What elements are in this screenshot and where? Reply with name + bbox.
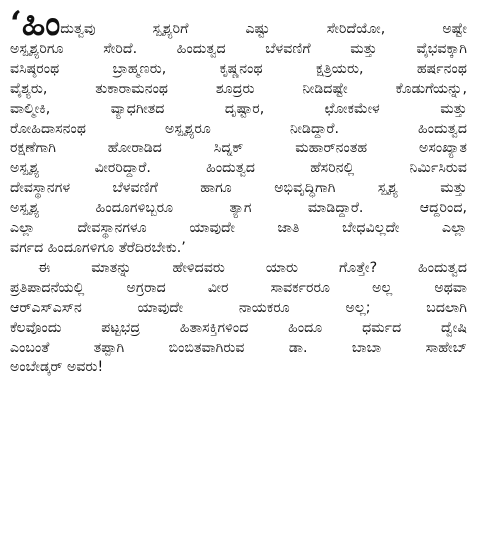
text-line: ಎಲ್ಲಾ ದೇವಸ್ಥಾನಗಳೂ ಯಾವುದೇ ಜಾತಿ ಬೇಧವಿಲ್ಲದೇ ಎಲ್ಲಾ <box>10 220 467 237</box>
text-line: ಅಂಬೇಡ್ಕರ್ ಅವರು! <box>10 359 104 376</box>
text-line: ವರ್ಗದ ಹಿಂದೂಗಳಿಗೂ ತೆರೆದಿರಬೇಕು.’ <box>10 239 186 256</box>
text-line <box>10 4 467 44</box>
text-line: ಪ್ರತಿಪಾದನೆಯಲ್ಲಿ ಅಗ್ರರಾದ ವೀರ ಸಾವರ್ಕರರೂ ಅಲ್ಲ ಅಥವಾ <box>10 279 467 296</box>
text-line: ವಸಿಷ್ಠರಂಥ ಬ್ರಾಹ್ಮಣರು, ಕೃಷ್ಣನಂಥ ಕ್ಷತ್ರಿಯರು, ಹರ್ಷನಂಥ <box>10 60 467 77</box>
text-line: ವೈಶ್ಯರು, ತುಕಾರಾಮನಂಥ ಶೂದ್ರರು ನೀಡಿದಷ್ಟೇ ಕೊಡುಗೆಯನ್ನು, <box>10 80 467 97</box>
text-line: ಈ ಮಾತನ್ನು ಹೇಳಿದವರು ಯಾರು ಗೊತ್ತೇ? ಹಿಂದುತ್ವದ <box>38 259 467 276</box>
text-line: ಅಸ್ಪೃಶ್ಯ ವೀರರಿದ್ದಾರೆ. ಹಿಂದುತ್ವದ ಹೆಸರಿನಲ್ಲಿ ನಿರ್ಮಿಸಿರುವ <box>10 160 467 177</box>
text-line: ರಕ್ಷಣೆಗಾಗಿ ಹೋರಾಡಿದ ಸಿದ್ನಕ್ ಮಹಾರ್‌ನಂತಹ ಅಸಂಖ್ಯಾತ <box>10 140 467 157</box>
text-line: ರೋಹಿದಾಸನಂಥ ಅಸ್ಪೃಶ್ಯರೂ ನೀಡಿದ್ದಾರೆ. ಹಿಂದುತ್ವದ <box>10 120 467 137</box>
text-line: ಕೆಲವೊಂದು ಪಟ್ಟಭದ್ರ ಹಿತಾಸಕ್ತಿಗಳಿಂದ ಹಿಂದೂ ಧರ್ಮದ ದ್ವೇಷಿ <box>10 319 467 336</box>
text-line: ದೇವಸ್ಥಾನಗಳ ಬೆಳವಣಿಗೆ ಹಾಗೂ ಅಭಿವೃದ್ಧಿಗಾಗಿ ಸ್ಪೃಶ್ಯ ಮತ್ತು <box>10 180 467 197</box>
paragraph-answer <box>10 259 467 378</box>
drop-cap: ‘ಹಿಂ <box>10 4 61 44</box>
text-line: ಅಸ್ಪೃಶ್ಯ ಹಿಂದೂಗಳಿಬ್ಬರೂ ತ್ಯಾಗ ಮಾಡಿದ್ದಾರೆ. ಆದ್ದರಿಂದ, <box>10 200 467 217</box>
text-line: ವಾಲ್ಮೀಕಿ, ವ್ಯಾಧಗೀತದ ದೃಷ್ಟಾರ, ಛೋಕಮೇಳ ಮತ್ತು <box>10 100 467 117</box>
paragraph-quote <box>10 4 467 259</box>
text-line: ಎಂಬಂತೆ ತಪ್ಪಾಗಿ ಬಿಂಬಿತವಾಗಿರುವ ಡಾ. ಬಾಬಾ ಸಾಹೇಬ್ <box>10 339 467 356</box>
text-line: ಅಸ್ಪೃಶ್ಯರಿಗೂ ಸೇರಿದೆ. ಹಿಂದುತ್ವದ ಬೆಳವಣಿಗೆ ಮತ್ತು ವೈಭವಕ್ಕಾಗಿ <box>10 40 467 57</box>
text-line: ಆರ್‌ಎಸ್‌ಎಸ್‌ನ ಯಾವುದೇ ನಾಯಕರೂ ಅಲ್ಲ; ಬದಲಾಗಿ <box>10 299 467 316</box>
text-line-content: ದುತ್ವವು ಸ್ಪೃಶ್ಯರಿಗೆ ಎಷ್ಟು ಸೇರಿದೆಯೋ, ಅಷ್ಟೇ <box>60 21 467 37</box>
